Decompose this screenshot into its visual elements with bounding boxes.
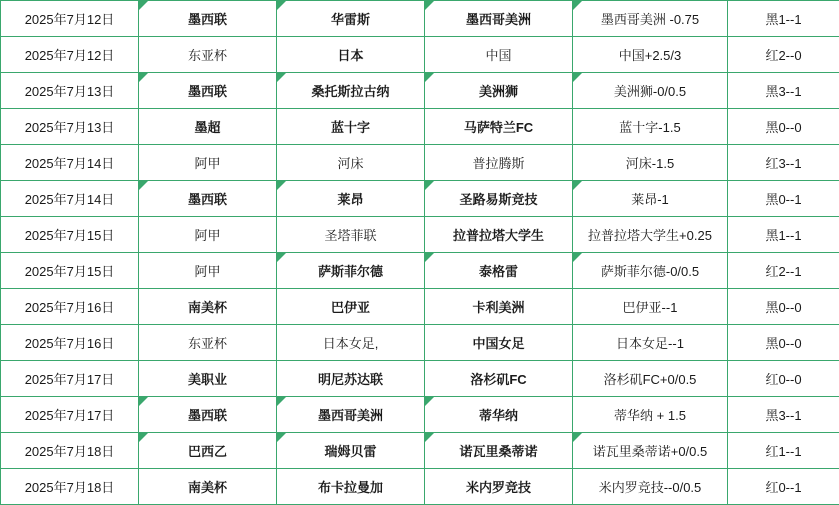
cell-league: 墨西联 bbox=[139, 181, 277, 217]
cell-league: 墨超 bbox=[139, 109, 277, 145]
table-row bbox=[1, 253, 839, 289]
cell-away-team: 墨西哥美洲 bbox=[425, 1, 573, 37]
cell-handicap: 蓝十字-1.5 bbox=[573, 109, 728, 145]
cell-date: 2025年7月14日 bbox=[1, 181, 139, 217]
cell-date: 2025年7月15日 bbox=[1, 253, 139, 289]
cell-home-team: 瑞姆贝雷 bbox=[277, 433, 425, 469]
cell-date: 2025年7月16日 bbox=[1, 289, 139, 325]
cell-result: 红2--1 bbox=[728, 253, 839, 289]
cell-date: 2025年7月14日 bbox=[1, 145, 139, 181]
table-row bbox=[1, 433, 839, 469]
table-row bbox=[1, 361, 839, 397]
match-results-body bbox=[1, 1, 839, 505]
cell-away-team: 中国女足 bbox=[425, 325, 573, 361]
cell-home-team: 日本女足, bbox=[277, 325, 425, 361]
cell-date: 2025年7月18日 bbox=[1, 433, 139, 469]
cell-result: 红3--1 bbox=[728, 145, 839, 181]
cell-home-team: 蓝十字 bbox=[277, 109, 425, 145]
cell-handicap: 莱昂-1 bbox=[573, 181, 728, 217]
cell-home-team: 日本 bbox=[277, 37, 425, 73]
cell-result: 黑0--1 bbox=[728, 181, 839, 217]
table-row bbox=[1, 1, 839, 37]
cell-league: 南美杯 bbox=[139, 469, 277, 505]
table-row bbox=[1, 217, 839, 253]
cell-away-team: 普拉腾斯 bbox=[425, 145, 573, 181]
cell-away-team: 洛杉矶FC bbox=[425, 361, 573, 397]
cell-away-team: 米内罗竞技 bbox=[425, 469, 573, 505]
cell-home-team: 河床 bbox=[277, 145, 425, 181]
cell-league: 东亚杯 bbox=[139, 37, 277, 73]
cell-result: 黑0--0 bbox=[728, 109, 839, 145]
table-row bbox=[1, 73, 839, 109]
cell-handicap: 墨西哥美洲 -0.75 bbox=[573, 1, 728, 37]
table-row bbox=[1, 181, 839, 217]
cell-handicap: 中国+2.5/3 bbox=[573, 37, 728, 73]
table-row bbox=[1, 289, 839, 325]
cell-date: 2025年7月18日 bbox=[1, 469, 139, 505]
cell-home-team: 桑托斯拉古纳 bbox=[277, 73, 425, 109]
table-row bbox=[1, 145, 839, 181]
cell-league: 墨西联 bbox=[139, 397, 277, 433]
cell-handicap: 日本女足--1 bbox=[573, 325, 728, 361]
cell-away-team: 美洲狮 bbox=[425, 73, 573, 109]
cell-result: 黑1--1 bbox=[728, 1, 839, 37]
cell-league: 阿甲 bbox=[139, 145, 277, 181]
table-row bbox=[1, 109, 839, 145]
table-row bbox=[1, 325, 839, 361]
cell-result: 黑3--1 bbox=[728, 73, 839, 109]
cell-handicap: 巴伊亚--1 bbox=[573, 289, 728, 325]
cell-result: 红0--1 bbox=[728, 469, 839, 505]
cell-home-team: 巴伊亚 bbox=[277, 289, 425, 325]
cell-away-team: 中国 bbox=[425, 37, 573, 73]
table-row bbox=[1, 37, 839, 73]
cell-handicap: 河床-1.5 bbox=[573, 145, 728, 181]
cell-result: 红2--0 bbox=[728, 37, 839, 73]
cell-away-team: 圣路易斯竞技 bbox=[425, 181, 573, 217]
cell-date: 2025年7月17日 bbox=[1, 361, 139, 397]
cell-away-team: 诺瓦里桑蒂诺 bbox=[425, 433, 573, 469]
cell-handicap: 美洲狮-0/0.5 bbox=[573, 73, 728, 109]
table-row bbox=[1, 397, 839, 433]
cell-home-team: 华雷斯 bbox=[277, 1, 425, 37]
cell-away-team: 蒂华纳 bbox=[425, 397, 573, 433]
cell-handicap: 诺瓦里桑蒂诺+0/0.5 bbox=[573, 433, 728, 469]
cell-handicap: 萨斯菲尔德-0/0.5 bbox=[573, 253, 728, 289]
cell-away-team: 马萨特兰FC bbox=[425, 109, 573, 145]
cell-league: 墨西联 bbox=[139, 1, 277, 37]
cell-result: 黑0--0 bbox=[728, 325, 839, 361]
cell-date: 2025年7月13日 bbox=[1, 109, 139, 145]
cell-home-team: 莱昂 bbox=[277, 181, 425, 217]
cell-away-team: 泰格雷 bbox=[425, 253, 573, 289]
cell-date: 2025年7月12日 bbox=[1, 37, 139, 73]
table-row bbox=[1, 469, 839, 505]
cell-home-team: 圣塔菲联 bbox=[277, 217, 425, 253]
cell-handicap: 拉普拉塔大学生+0.25 bbox=[573, 217, 728, 253]
cell-date: 2025年7月13日 bbox=[1, 73, 139, 109]
cell-date: 2025年7月12日 bbox=[1, 1, 139, 37]
cell-date: 2025年7月15日 bbox=[1, 217, 139, 253]
cell-league: 东亚杯 bbox=[139, 325, 277, 361]
cell-home-team: 萨斯菲尔德 bbox=[277, 253, 425, 289]
cell-home-team: 布卡拉曼加 bbox=[277, 469, 425, 505]
cell-league: 南美杯 bbox=[139, 289, 277, 325]
cell-handicap: 蒂华纳 + 1.5 bbox=[573, 397, 728, 433]
cell-league: 美职业 bbox=[139, 361, 277, 397]
cell-date: 2025年7月16日 bbox=[1, 325, 139, 361]
cell-result: 红1--1 bbox=[728, 433, 839, 469]
cell-result: 黑3--1 bbox=[728, 397, 839, 433]
cell-league: 巴西乙 bbox=[139, 433, 277, 469]
cell-league: 阿甲 bbox=[139, 217, 277, 253]
cell-league: 阿甲 bbox=[139, 253, 277, 289]
cell-away-team: 卡利美洲 bbox=[425, 289, 573, 325]
cell-result: 红0--0 bbox=[728, 361, 839, 397]
cell-handicap: 洛杉矶FC+0/0.5 bbox=[573, 361, 728, 397]
cell-date: 2025年7月17日 bbox=[1, 397, 139, 433]
cell-result: 黑0--0 bbox=[728, 289, 839, 325]
cell-handicap: 米内罗竞技--0/0.5 bbox=[573, 469, 728, 505]
cell-result: 黑1--1 bbox=[728, 217, 839, 253]
cell-home-team: 墨西哥美洲 bbox=[277, 397, 425, 433]
cell-away-team: 拉普拉塔大学生 bbox=[425, 217, 573, 253]
cell-home-team: 明尼苏达联 bbox=[277, 361, 425, 397]
cell-league: 墨西联 bbox=[139, 73, 277, 109]
